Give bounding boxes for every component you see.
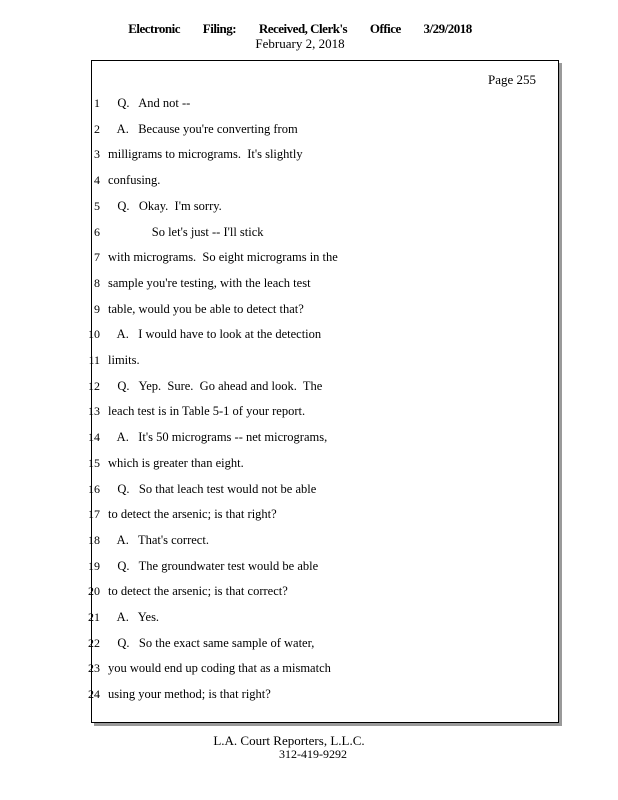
footer-phone: 312-419-9292 [279, 747, 347, 761]
line-text: Q. And not -- [108, 96, 191, 110]
line-text: using your method; is that right? [108, 687, 271, 701]
line-number: 6 [94, 225, 100, 239]
footer-reporter: L.A. Court Reporters, L.L.C. [213, 733, 365, 748]
line-text: A. Because you're converting from [108, 122, 298, 136]
line-text: you would end up coding that as a mismatch [108, 661, 331, 675]
line-text: leach test is in Table 5-1 of your report. [108, 404, 306, 418]
line-text: which is greater than eight. [108, 456, 244, 470]
line-text: Q. The groundwater test would be able [108, 559, 319, 573]
page-number: Page 255 [487, 72, 536, 87]
line-number: 19 [88, 559, 100, 573]
line-text: limits. [108, 353, 140, 367]
line-number: 15 [88, 456, 100, 470]
line-number: 10 [88, 327, 100, 341]
line-text: sample you're testing, with the leach test [108, 276, 311, 290]
line-text: Q. Yep. Sure. Go ahead and look. The [108, 379, 323, 393]
stamp-word: 3/29/2018 [423, 21, 472, 36]
line-text: A. It's 50 micrograms -- net micrograms, [108, 430, 328, 444]
line-number: 4 [94, 173, 100, 187]
filing-stamp [0, 21, 600, 37]
stamp-word: Filing: [202, 21, 237, 36]
stamp-word: Office [369, 21, 401, 36]
line-number: 14 [88, 430, 100, 444]
line-text: A. That's correct. [108, 533, 209, 547]
line-number: 1 [94, 96, 100, 110]
line-text: confusing. [108, 173, 161, 187]
line-number: 9 [94, 302, 100, 316]
line-text: Q. So that leach test would not be able [108, 482, 317, 496]
line-text: to detect the arsenic; is that correct? [108, 584, 288, 598]
line-text: A. I would have to look at the detection [108, 327, 322, 341]
line-number: 22 [88, 636, 100, 650]
line-text: with micrograms. So eight micrograms in the [108, 250, 338, 264]
line-number: 16 [88, 482, 100, 496]
line-number: 2 [94, 122, 100, 136]
line-number: 24 [88, 687, 100, 701]
line-number: 7 [94, 250, 100, 264]
stamp-word: Received, Clerk's [258, 21, 348, 36]
line-number: 11 [88, 353, 100, 367]
line-text: milligrams to micrograms. It's slightly [108, 147, 303, 161]
line-number: 21 [88, 610, 100, 624]
stamp-word: Electronic [128, 21, 181, 36]
line-number: 5 [94, 199, 100, 213]
header-date: February 2, 2018 [255, 36, 345, 51]
line-number: 12 [88, 379, 100, 393]
line-text: So let's just -- I'll stick [108, 225, 264, 239]
line-number: 23 [88, 661, 100, 675]
line-text: to detect the arsenic; is that right? [108, 507, 277, 521]
line-text: table, would you be able to detect that? [108, 302, 304, 316]
line-number: 18 [88, 533, 100, 547]
line-number: 3 [94, 147, 100, 161]
line-text: A. Yes. [108, 610, 160, 624]
line-number: 20 [88, 584, 100, 598]
line-text: Q. So the exact same sample of water, [108, 636, 315, 650]
line-text: Q. Okay. I'm sorry. [108, 199, 222, 213]
line-number: 17 [88, 507, 100, 521]
line-number: 13 [88, 404, 100, 418]
line-number: 8 [94, 276, 100, 290]
